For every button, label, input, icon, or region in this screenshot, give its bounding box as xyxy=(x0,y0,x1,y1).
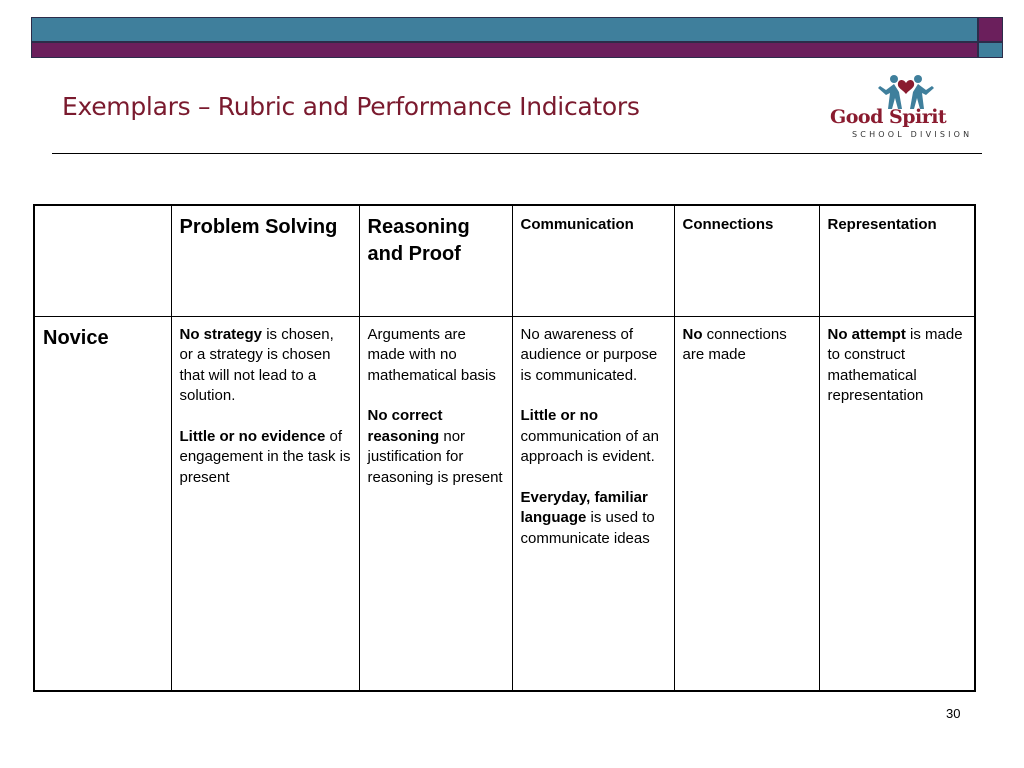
header-reasoning-and-proof: Reasoning and Proof xyxy=(359,205,512,316)
header-bar-teal xyxy=(31,17,978,42)
school-logo xyxy=(828,74,973,144)
cell-representation: No attempt is made to construct mathematical representation xyxy=(819,316,975,691)
header-connections: Connections xyxy=(674,205,819,316)
header-square-purple xyxy=(978,17,1003,42)
cell-communication: No awareness of audience or purpose is communicated. Little or no communication of an approach is evident. Everyday, familiar language is used to communicate ideas xyxy=(512,316,674,691)
rubric-table xyxy=(33,204,976,692)
slide-title: Exemplars – Rubric and Performance Indicators xyxy=(62,92,640,121)
header-communication: Communication xyxy=(512,205,674,316)
logo-subtitle: SCHOOL DIVISION xyxy=(852,130,973,139)
row-label-novice: Novice xyxy=(34,316,171,691)
header-problem-solving: Problem Solving xyxy=(171,205,359,316)
cell-problem-solving: No strategy is chosen, or a strategy is chosen that will not lead to a solution. Little or no evidence of engagement in the task is present xyxy=(171,316,359,691)
header-square-teal xyxy=(978,42,1003,58)
title-divider xyxy=(52,153,982,154)
logo-name: Good Spirit xyxy=(830,106,947,128)
cell-connections: No connections are made xyxy=(674,316,819,691)
people-icon xyxy=(876,74,936,110)
header-representation: Representation xyxy=(819,205,975,316)
cell-reasoning-and-proof: Arguments are made with no mathematical basis No correct reasoning nor justification for reasoning is present xyxy=(359,316,512,691)
table-row xyxy=(34,316,975,691)
header-bar-purple xyxy=(31,42,978,58)
header-empty-cell xyxy=(34,205,171,316)
page-number: 30 xyxy=(946,706,961,721)
header-row xyxy=(34,205,975,316)
